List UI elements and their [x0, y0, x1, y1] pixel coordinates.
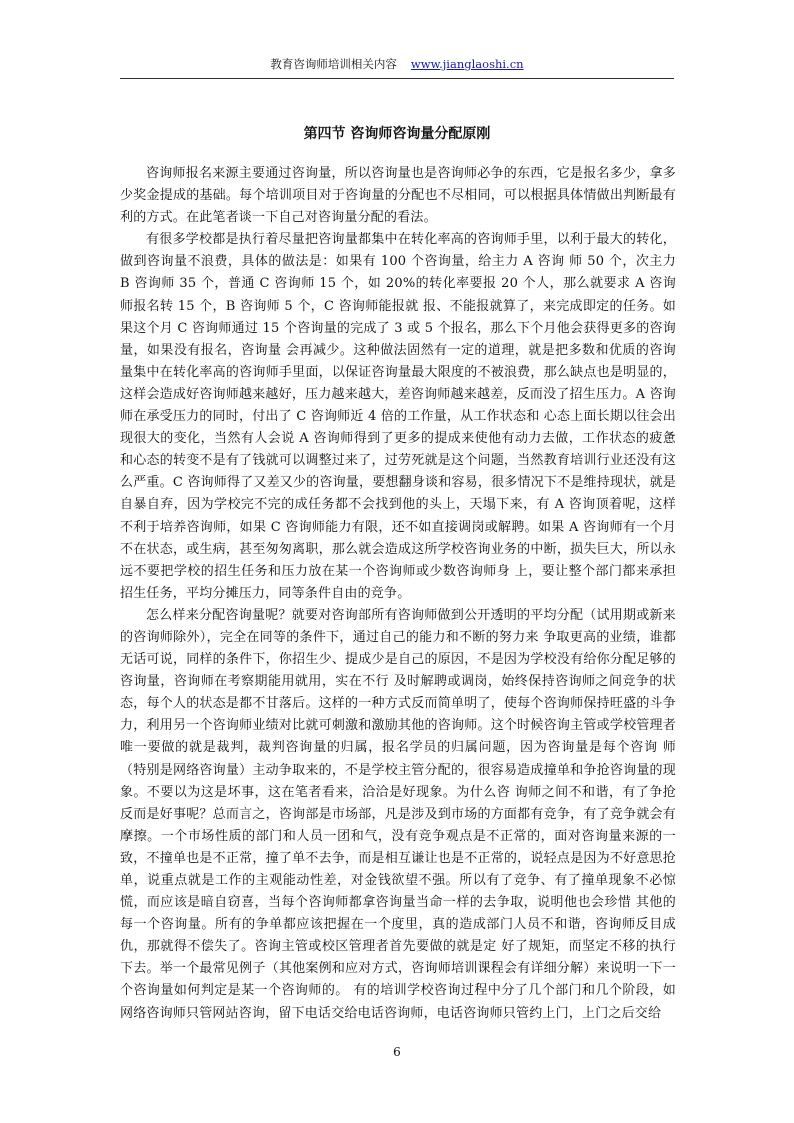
section-title: 第四节 咨询师咨询量分配原刚 [303, 126, 491, 142]
header-divider [120, 78, 674, 79]
paragraph: 有很多学校都是执行着尽量把咨询量都集中在转化率高的咨询师手里，以利于最大的转化，做到咨询量不浪费，具体的做法是：如果有 100 个咨询量，给主力 A 咨询 师 50 个，次主力 B 咨询师 35 个，普通 C 咨询师 15 个，如 20%的转化率要报 20 个人，那么就要求 A 咨询师报名转 15 个，B 咨询师 5 个，C 咨询师能报就 报、不能报就算了，来完成即定的任务。如果这个月 C 咨询师通过 15 个咨询量的完成了 3 或 5 个报名，那么下个月他会获得更多的咨询量，如果没有报名，咨询量 会再减少。这种做法固然有一定的道理，就是把多数和优质的咨询量集中在转化率高的咨询师手里面，以保证咨询量最大限度的不被浪费，那么缺点也是明显的，这样会造成好咨询师越来越好，压力越来越大，差咨询师越来越差，反而没了招生压力。A 咨询师在承受压力的同时，付出了 C 咨询师近 4 倍的工作量，从工作状态和 心态上面长期以往会出现很大的变化，当然有人会说 A 咨询师得到了更多的提成来使他有动力去做，工作状态的疲惫和心态的转变不是有了钱就可以调整过来了，过劳死就是这个问题，当然教育培训行业还没有这么严重。C 咨询师得了又差又少的咨询量，要想翻身谈和容易，很多情况下不是维持现状，就是自暴自弃，因为学校完不完的成任务都不会找到他的头上，天塌下来，有 A 咨询顶着呢，这样不利于培养咨询师，如果 C 咨询师能力有限，还不如直接调岗或解聘。如果 A 咨询师有一个月不在状态，或生病，甚至匆匆离职，那么就会造成这所学校咨询业务的中断，损失巨大，所以永远不要把学校的招生任务和压力放在某一个咨询师或少数咨询师身 上，要让整个部门都来承担招生任务，平均分摊压力，同等条件自由的竞争。 [120, 232, 676, 601]
header-url-link[interactable]: www.jianglaoshi.cn [410, 57, 524, 71]
paragraph: 怎么样来分配咨询量呢？就要对咨询部所有咨询师做到公开透明的平均分配（试用期或新来的咨询师除外），完全在同等的条件下，通过自己的能力和不断的努力来 争取更高的业绩，谁都无话可说，同样的条件下，你招生少、提成少是自己的原因，不是因为学校没有给你分配足够的咨询量，咨询师在考察期能用就用，实在不行 及时解聘或调岗，始终保持咨询师之间竞争的状态，每个人的状态是都不甘落后。这样的一种方式反而简单明了，使每个咨询师保持旺盛的斗争力，利用另一个咨询师业绩对比就可刺激和激励其他的咨询师。这个时候咨询主管或学校管理者唯一要做的就是裁判，裁判咨询量的归属，报名学员的归属问题，因为咨询量是每个咨询 师（特别是网络咨询量）主动争取来的，不是学校主管分配的，很容易造成撞单和争抢咨询量的现象。不要以为这是坏事，这在笔者看来，洽洽是好现象。为什么咨 询师之间不和谐，有了争抢反而是好事呢？总而言之，咨询部是市场部，凡是涉及到市场的方面都有竞争，有了竞争就会有摩擦。一个市场性质的部门和人员一团和气，没有竞争观点是不正常的，面对咨询量来源的一致，不撞单也是不正常，撞了单不去争，而是相互谦让也是不正常的，说轻点是因为不好意思抢单，说重点就是工作的主观能动性差，对金钱欲望不强。所以有了竞争、有了撞单现象不必惊慌，而应该是暗自窃喜，当每个咨询师都拿咨询量当命一样的去争取，说明他也会珍惜 其他的每一个咨询量。所有的争单都应该把握在一个度里，真的造成部门人员不和谐，咨询师反目成仇，那就得不偿失了。咨询主管或校区管理者首先要做的就是定 好了规矩，而坚定不移的执行下去。举一个最常见例子（其他案例和应对方式，咨询师培训课程会有详细分解）来说明一下一个咨询量如何判定是某一个咨询师的。 有的培训学校咨询过程中分了几个部门和几个阶段，如网络咨询师只管网站咨询，留下电话交给电话咨询师，电话咨询师只管约上门，上门之后交给 [120, 607, 676, 1021]
header-text: 教育咨询师培训相关内容 [270, 57, 397, 71]
page-number: 6 [393, 1045, 401, 1059]
body-text [120, 163, 676, 1025]
page-header [0, 56, 794, 72]
paragraph: 咨询师报名来源主要通过咨询量，所以咨询量也是咨询师必争的东西，它是报名多少，拿多少奖金提成的基础。每个培训项目对于咨询量的分配也不尽相同，可以根据具体情做出判断最有利的方式。在此笔者谈一下自己对咨询量分配的看法。 [120, 166, 676, 226]
